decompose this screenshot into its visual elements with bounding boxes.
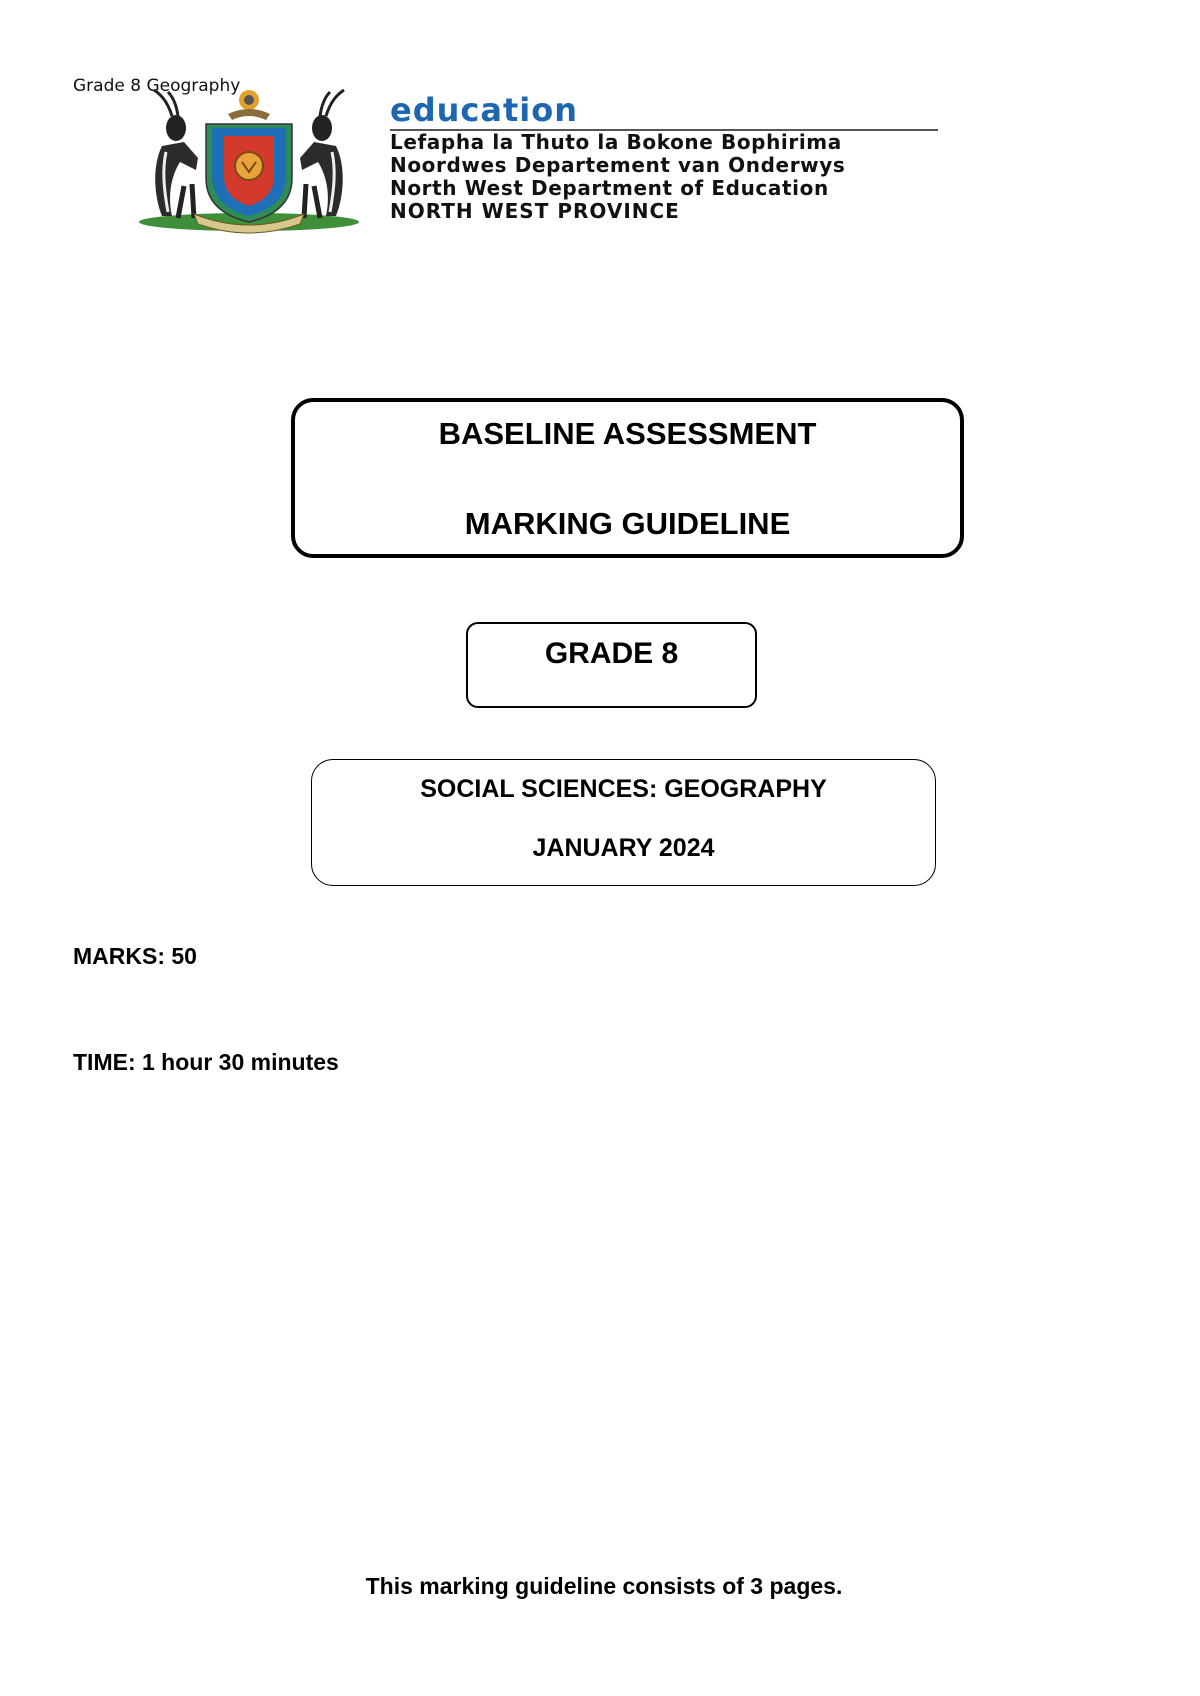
department-line-afrikaans: Noordwes Departement van Onderwys	[390, 153, 846, 177]
header-note: Grade 8 Geography	[73, 76, 241, 96]
antelope-right-icon	[300, 90, 344, 218]
coat-of-arms-logo	[132, 86, 366, 234]
department-line-province: NORTH WEST PROVINCE	[390, 199, 680, 223]
page-count-note: This marking guideline consists of 3 pages.	[365, 1573, 843, 1599]
grade-label: GRADE 8	[544, 637, 679, 670]
subject-box	[311, 759, 936, 886]
department-heading	[390, 91, 940, 223]
antelope-left-icon	[154, 90, 198, 218]
department-line-setswana: Lefapha la Thuto la Bokone Bophirima	[390, 130, 842, 154]
exam-date: JANUARY 2024	[532, 834, 715, 862]
time-info: TIME: 1 hour 30 minutes	[73, 1049, 339, 1075]
document-type: MARKING GUIDELINE	[464, 506, 791, 541]
department-brand-title: education	[390, 91, 578, 129]
assessment-title-box	[291, 398, 964, 558]
subject-title: SOCIAL SCIENCES: GEOGRAPHY	[420, 775, 827, 803]
assessment-title: BASELINE ASSESSMENT	[438, 416, 817, 451]
grade-box	[466, 622, 757, 708]
department-line-english: North West Department of Education	[390, 176, 829, 200]
marks-info: MARKS: 50	[73, 943, 197, 969]
